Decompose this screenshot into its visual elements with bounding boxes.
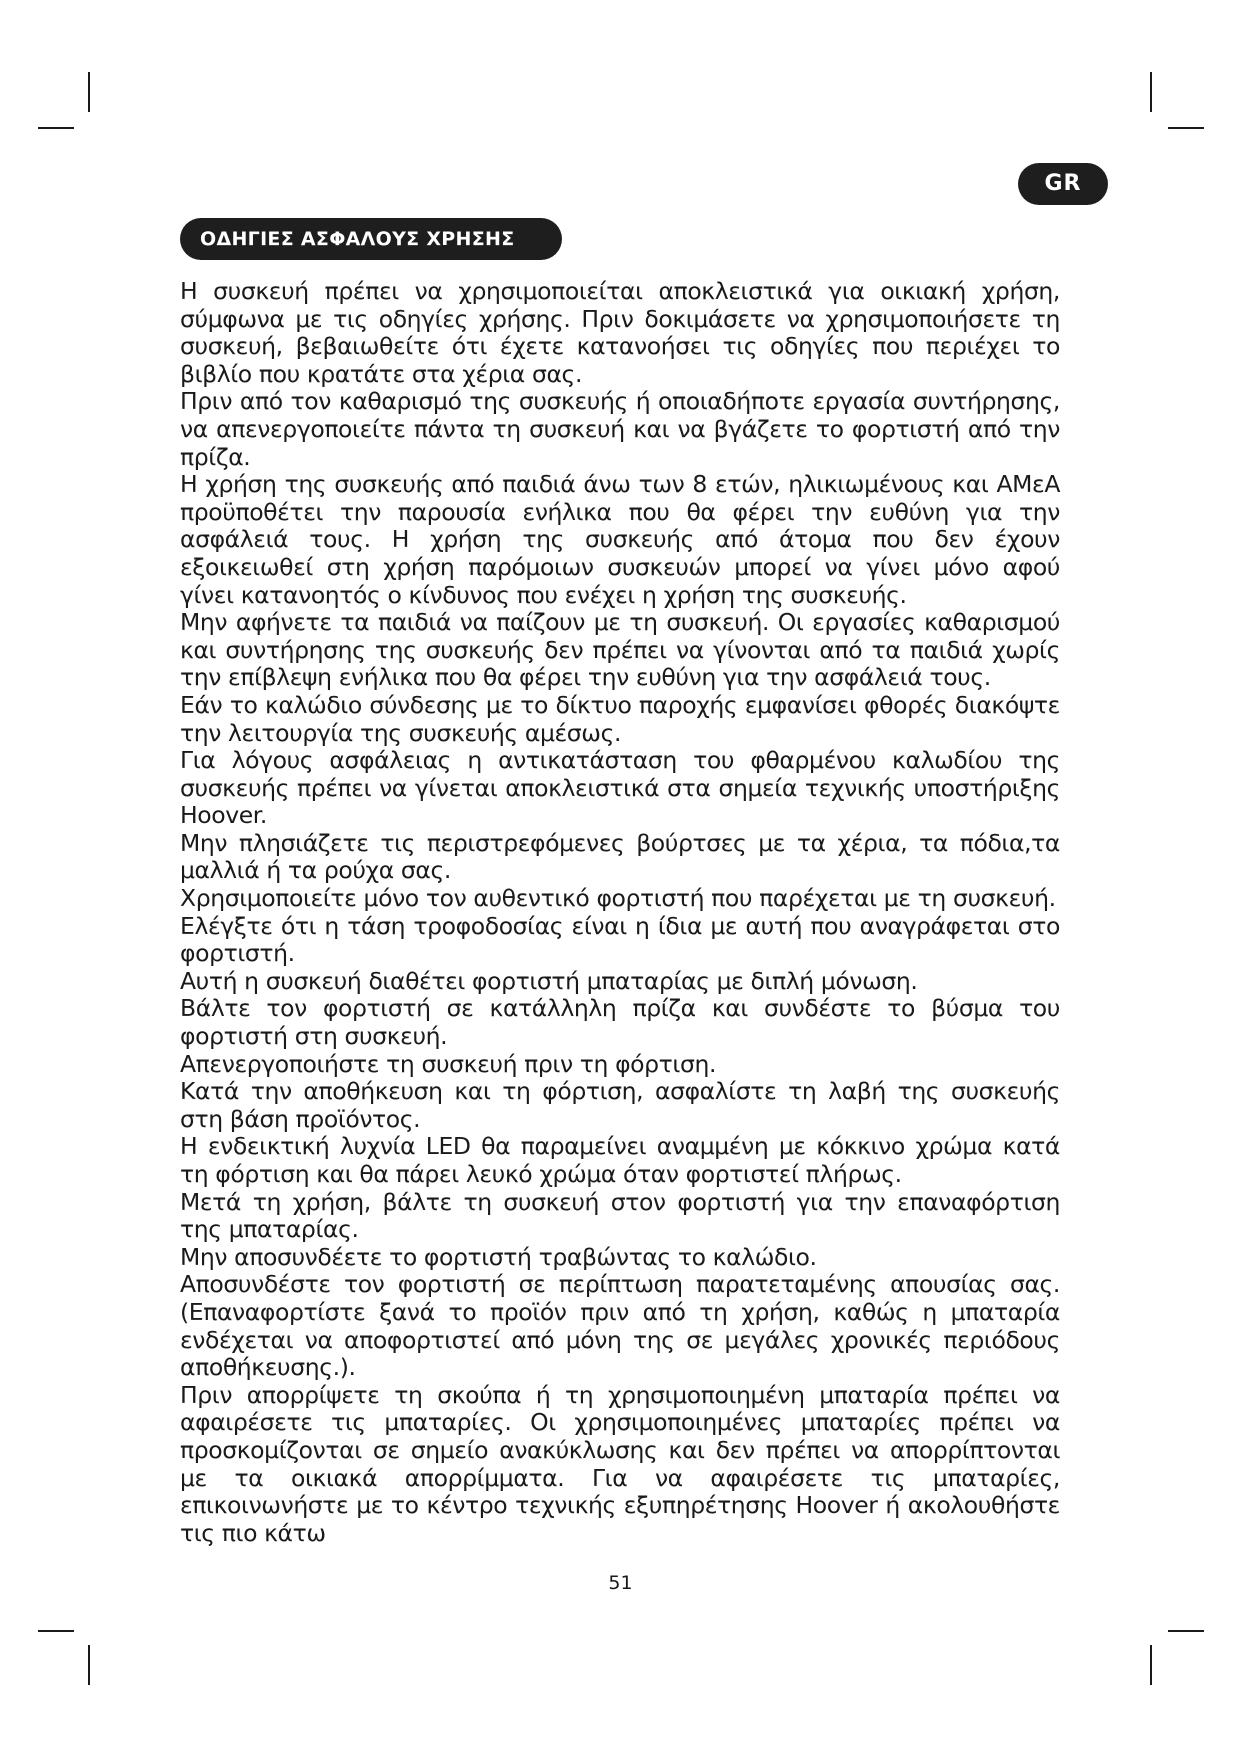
paragraph: Η συσκευή πρέπει να χρησιμοποιείται αποκλειστικά για οικιακή χρήση, σύμφωνα με τις οδηγίες χρήσης. Πριν δοκιμάσετε να χρησιμοποιήσετε τη συσκευή, βεβαιωθείτε ότι έχετε κατανοήσει τις οδηγίες που περιέχει το βιβλίο που κρατάτε στα χέρια σας.: [180, 277, 1060, 388]
paragraph: Αποσυνδέστε τον φορτιστή σε περίπτωση παρατεταμένης απουσίας σας. (Επαναφορτίστε ξανά το προϊόν πριν από τη χρήση, καθώς η μπαταρία ενδέχεται να αποφορτιστεί από μόνη της σε μεγάλες χρονικές περιόδους αποθήκευσης.).: [180, 1270, 1060, 1382]
crop-mark-top-left-vertical: [88, 72, 90, 112]
paragraph: Μην αφήνετε τα παιδιά να παίζουν με τη συσκευή. Οι εργασίες καθαρισμού και συντήρησης της συσκευής δεν πρέπει να γίνονται από τα παιδιά χωρίς την επίβλεψη ενήλικα που θα φέρει την ευθύνη για την ασφάλειά τους.: [180, 608, 1060, 692]
paragraph: Πριν απορρίψετε τη σκούπα ή τη χρησιμοποιημένη μπαταρία πρέπει να αφαιρέσετε τις μπαταρίες. Οι χρησιμοποιημένες μπαταρίες πρέπει να προσκομίζονται σε σημείο ανακύκλωσης και δεν πρέπει να απορρίπτονται με τα οικιακά απορρίμματα. Για να αφαιρέσετε τις μπαταρίες, επικοινωνήστε με το κέντρο τεχνικής εξυπηρέτησης Hoover ή ακολουθήστε τις πιο κάτω: [180, 1380, 1060, 1547]
paragraph: Εάν το καλώδιο σύνδεσης με το δίκτυο παροχής εμφανίσει φθορές διακόψτε την λειτουργία της συσκευής αμέσως.: [180, 690, 1060, 747]
paragraph: Η χρήση της συσκευής από παιδιά άνω των 8 ετών, ηλικιωμένους και ΑΜεΑ προϋποθέτει την παρουσία ενήλικα που θα φέρει την ευθύνη για την ασφάλειά τους. Η χρήση της συσκευής από άτομα που δεν έχουν εξοικειωθεί στη χρήση παρόμοιων συσκευών μπορεί να γίνει μόνο αφού γίνει κατανοητός ο κίνδυνος που ενέχει η χρήση της συσκευής.: [180, 470, 1060, 609]
paragraph: Μην αποσυνδέετε το φορτιστή τραβώντας το καλώδιο.: [180, 1242, 817, 1271]
crop-mark-top-right-vertical: [1150, 72, 1152, 112]
language-badge: GR: [1018, 163, 1108, 205]
paragraph: Η ενδεικτική λυχνία LED θα παραμείνει αναμμένη με κόκκινο χρώμα κατά τη φόρτιση και θα πάρει λευκό χρώμα όταν φορτιστεί πλήρως.: [180, 1132, 1060, 1188]
crop-mark-top-left-horizontal: [38, 127, 74, 129]
paragraph: Κατά την αποθήκευση και τη φόρτιση, ασφαλίστε τη λαβή της συσκευής στη βάση προϊόντος.: [180, 1077, 1060, 1133]
paragraph: Αυτή η συσκευή διαθέτει φορτιστή μπαταρίας με διπλή μόνωση.: [180, 966, 918, 995]
crop-mark-bottom-left-vertical: [88, 1645, 90, 1685]
paragraph: Απενεργοποιήστε τη συσκευή πριν τη φόρτιση.: [180, 1049, 717, 1078]
paragraph: Για λόγους ασφάλειας η αντικατάσταση του φθαρμένου καλωδίου της συσκευής πρέπει να γίνεται αποκλειστικά στα σημεία τεχνικής υποστήριξης Hoover.: [180, 746, 1060, 830]
crop-mark-bottom-right-vertical: [1150, 1645, 1152, 1685]
paragraph: Μετά τη χρήση, βάλτε τη συσκευή στον φορτιστή για την επαναφόρτιση της μπαταρίας.: [180, 1187, 1060, 1244]
paragraph: Ελέγξτε ότι η τάση τροφοδοσίας είναι η ίδια με αυτή που αναγράφεται στο φορτιστή.: [180, 911, 1060, 968]
section-title: ΟΔΗΓΙΕΣ ΑΣΦΑΛΟΥΣ ΧΡΗΣΗΣ: [180, 218, 562, 260]
crop-mark-top-right-horizontal: [1168, 127, 1204, 129]
safety-instructions-body: [180, 278, 1060, 1547]
crop-mark-bottom-right-horizontal: [1168, 1630, 1204, 1632]
crop-mark-bottom-left-horizontal: [38, 1630, 74, 1632]
paragraph: Βάλτε τον φορτιστή σε κατάλληλη πρίζα και συνδέστε το βύσμα του φορτιστή στη συσκευή.: [180, 994, 1060, 1051]
page-number: 51: [608, 1572, 633, 1594]
paragraph: Χρησιμοποιείτε μόνο τον αυθεντικό φορτιστή που παρέχεται με τη συσκευή.: [180, 884, 1056, 913]
paragraph: Μην πλησιάζετε τις περιστρεφόμενες βούρτσες με τα χέρια, τα πόδια,τα μαλλιά ή τα ρούχα σας.: [180, 828, 1060, 885]
paragraph: Πριν από τον καθαρισμό της συσκευής ή οποιαδήποτε εργασία συντήρησης, να απενεργοποιείτε πάντα τη συσκευή και να βγάζετε το φορτιστή από την πρίζα.: [180, 387, 1060, 471]
